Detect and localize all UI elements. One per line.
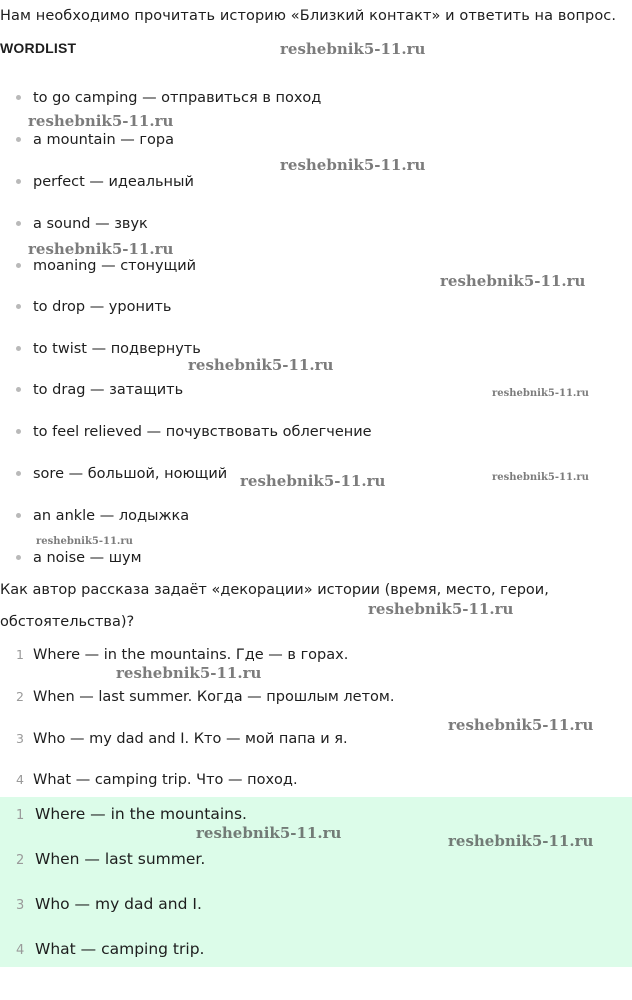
answer-text: Where — in the mountains. Где — в горах. <box>33 647 349 663</box>
answer-item <box>16 731 348 747</box>
word-entry: a sound — звук <box>33 216 148 232</box>
answer-box-item <box>16 805 247 823</box>
watermark: reshebnik5-11.ru <box>280 40 426 58</box>
watermark: reshebnik5-11.ru <box>240 472 386 490</box>
list-item <box>16 466 227 482</box>
watermark: reshebnik5-11.ru <box>36 536 133 547</box>
answer-item <box>16 647 348 663</box>
answer-number: 1 <box>16 808 25 823</box>
answer-box-item <box>16 850 205 868</box>
word-entry: to drag — затащить <box>33 382 184 398</box>
answer-text: When — last summer. <box>35 850 206 868</box>
bullet-icon <box>16 513 21 518</box>
answer-number: 3 <box>16 731 24 746</box>
list-item <box>16 424 372 440</box>
word-entry: to drop — уронить <box>33 299 172 315</box>
word-entry: a mountain — гора <box>33 132 174 148</box>
word-entry: sore — большой, ноющий <box>33 466 228 482</box>
answer-number: 4 <box>16 772 24 787</box>
watermark: reshebnik5-11.ru <box>188 356 334 374</box>
answer-text: Who — my dad and I. Кто — мой папа и я. <box>33 731 348 747</box>
watermark: reshebnik5-11.ru <box>448 832 594 850</box>
bullet-icon <box>16 555 21 560</box>
watermark: reshebnik5-11.ru <box>448 716 594 734</box>
answer-number: 4 <box>16 943 25 958</box>
bullet-icon <box>16 179 21 184</box>
watermark: reshebnik5-11.ru <box>196 824 342 842</box>
answer-box <box>0 797 632 967</box>
wordlist-title: WORDLIST <box>0 40 77 56</box>
watermark: reshebnik5-11.ru <box>368 600 514 618</box>
question-line-2: обстоятельства)? <box>0 614 135 630</box>
answer-number: 3 <box>16 898 25 913</box>
word-entry: to go camping — отправиться в поход <box>33 90 322 106</box>
watermark: reshebnik5-11.ru <box>280 156 426 174</box>
answer-text: Where — in the mountains. <box>35 805 247 823</box>
word-entry: to feel relieved — почувствовать облегчение <box>33 424 372 440</box>
answer-text: When — last summer. Когда — прошлым летом. <box>33 689 395 705</box>
answer-item <box>16 772 298 788</box>
watermark: reshebnik5-11.ru <box>28 112 174 130</box>
bullet-icon <box>16 95 21 100</box>
list-item <box>16 216 148 232</box>
bullet-icon <box>16 304 21 309</box>
word-entry: perfect — идеальный <box>33 174 194 190</box>
list-item <box>16 382 183 398</box>
list-item <box>16 508 189 524</box>
bullet-icon <box>16 429 21 434</box>
answer-text: Who — my dad and I. <box>35 895 202 913</box>
answer-number: 2 <box>16 689 24 704</box>
intro-text: Нам необходимо прочитать историю «Близкий контакт» и ответить на вопрос. <box>0 8 617 24</box>
word-entry: a noise — шум <box>33 550 142 566</box>
bullet-icon <box>16 263 21 268</box>
bullet-icon <box>16 471 21 476</box>
bullet-icon <box>16 221 21 226</box>
answer-box-item <box>16 895 202 913</box>
question-line-1: Как автор рассказа задаёт «декорации» истории (время, место, герои, <box>0 582 549 598</box>
word-entry: moaning — стонущий <box>33 258 197 274</box>
list-item <box>16 132 174 148</box>
answer-text: What — camping trip. <box>35 940 205 958</box>
answer-number: 1 <box>16 647 24 662</box>
bullet-icon <box>16 387 21 392</box>
watermark: reshebnik5-11.ru <box>440 272 586 290</box>
answer-text: What — camping trip. Что — поход. <box>33 772 298 788</box>
bullet-icon <box>16 346 21 351</box>
answer-item <box>16 689 394 705</box>
watermark: reshebnik5-11.ru <box>28 240 174 258</box>
word-entry: to twist — подвернуть <box>33 341 201 357</box>
word-entry: an ankle — лодыжка <box>33 508 190 524</box>
answer-box-item <box>16 940 204 958</box>
list-item <box>16 90 321 106</box>
watermark: reshebnik5-11.ru <box>492 388 589 399</box>
watermark: reshebnik5-11.ru <box>492 472 589 483</box>
bullet-icon <box>16 137 21 142</box>
answer-number: 2 <box>16 853 25 868</box>
watermark: reshebnik5-11.ru <box>116 664 262 682</box>
list-item <box>16 258 196 274</box>
list-item <box>16 341 201 357</box>
list-item <box>16 174 194 190</box>
list-item <box>16 550 142 566</box>
list-item <box>16 299 171 315</box>
